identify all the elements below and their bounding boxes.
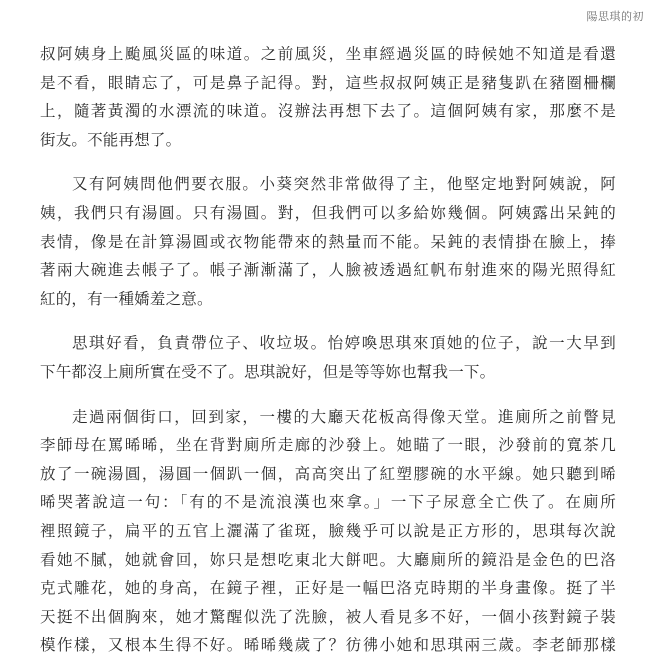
text-line: 走過兩個街口，回到家，一樓的大廳天花板高得像天堂。進廁所之前瞥見: [72, 407, 616, 426]
paragraph-2: [40, 170, 616, 313]
text-line: 紅的，有一種嬌羞之意。: [40, 289, 213, 308]
text-line: 模作樣，又根本生得不好。晞晞幾歲了？彷彿小她和思琪兩三歲。李老師那樣: [40, 636, 616, 655]
text-line: 思琪好看，負責帶位子、收垃圾。怡婷喚思琪來頂她的位子，說一大早到: [72, 334, 616, 353]
text-line: 表情，像是在計算湯圓或衣物能帶來的熱量而不能。呆鈍的表情掛在臉上，捧: [40, 232, 616, 251]
text-line: 上，隨著黃濁的水漂流的味道。沒辦法再想下去了。這個阿姨有家，那麼不是: [40, 102, 616, 121]
paragraph-1: [40, 40, 616, 154]
running-head: 陽思琪的初: [586, 10, 644, 23]
text-line: 李師母在罵晞晞，坐在背對廁所走廊的沙發上。她瞄了一眼，沙發前的寬茶几: [40, 436, 616, 455]
text-line: 是不看，眼睛忘了，可是鼻子記得。對，這些叔叔阿姨正是豬隻趴在豬圈柵欄: [40, 73, 616, 92]
text-line: 著兩大碗進去帳子了。帳子漸漸滿了，人臉被透過紅帆布射進來的陽光照得紅: [40, 261, 616, 280]
text-line: 街友。不能再想了。: [40, 130, 182, 149]
text-line: 裡照鏡子，扁平的五官上灑滿了雀斑，臉幾乎可以說是正方形的，思琪每次說: [40, 521, 616, 540]
text-line: 叔阿姨身上颱風災區的味道。之前風災，坐車經過災區的時候她不知道是看還: [40, 45, 616, 63]
text-line: 又有阿姨問他們要衣服。小葵突然非常做得了主，他堅定地對阿姨說，阿: [72, 175, 616, 194]
text-line: 下午都沒上廁所實在受不了。思琪說好，但是等等妳也幫我一下。: [40, 362, 496, 381]
paragraph-3: [40, 329, 616, 386]
text-line: 姨，我們只有湯圓。只有湯圓。對，但我們可以多給妳幾個。阿姨露出呆鈍的: [40, 203, 616, 222]
text-line: 晞哭著說這一句：「有的不是流浪漢也來拿。」一下子尿意全亡佚了。在廁所: [40, 493, 616, 512]
text-line: 克式雕花，她的身高，在鏡子裡，正好是一幅巴洛克時期的半身畫像。挺了半: [40, 579, 616, 598]
text-line: 天挺不出個胸來，她才驚醒似洗了洗臉，被人看見多不好，一個小孩對鏡子裝: [40, 607, 616, 626]
text-line: 看她不膩，她就會回，妳只是想吃東北大餅吧。大廳廁所的鏡沿是金色的巴洛: [40, 550, 616, 569]
paragraph-4: [40, 403, 616, 660]
page-body: [40, 40, 616, 660]
text-line: 放了一碗湯圓，湯圓一個趴一個，高高突出了紅塑膠碗的水平線。她只聽到晞: [40, 464, 616, 483]
